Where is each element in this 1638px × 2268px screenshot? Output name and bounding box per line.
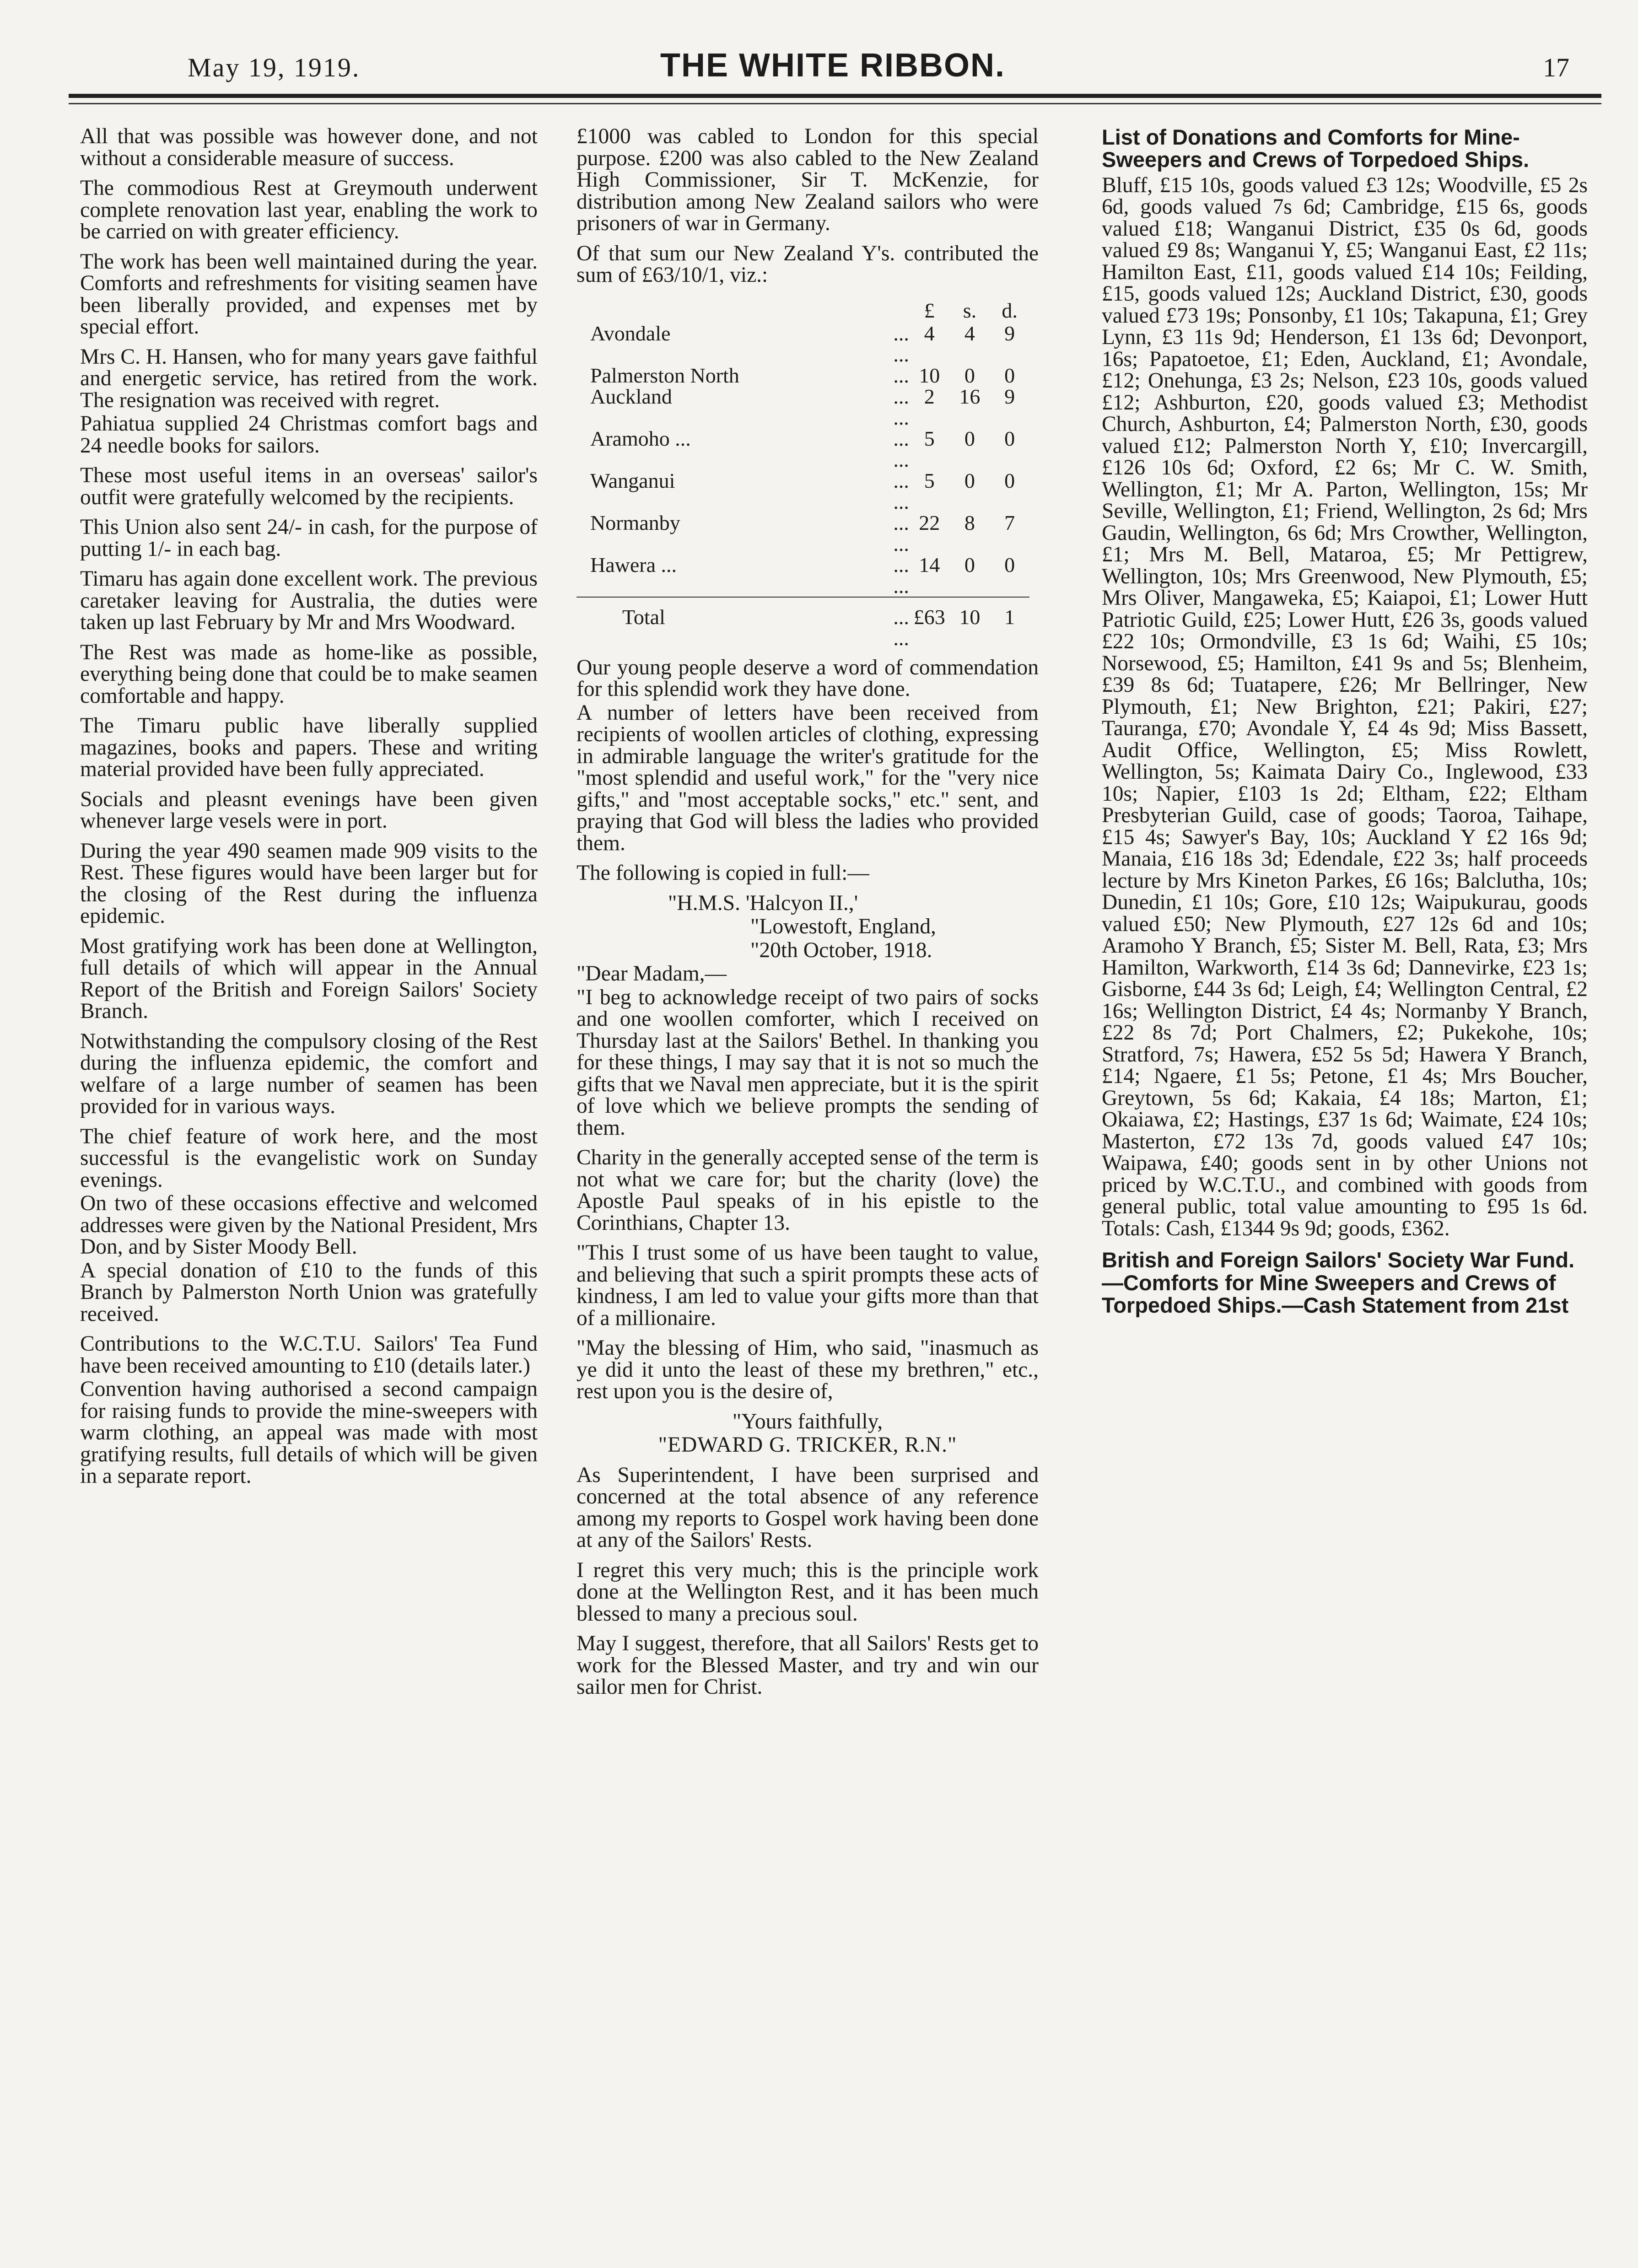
- contributions-table: [577, 300, 1029, 649]
- paragraph: The commodious Rest at Greymouth underwent complete renovation last year, enabling the work to be carried on with greater efficiency.: [80, 176, 538, 243]
- letter-salutation: "Dear Madam,—: [577, 962, 727, 986]
- letter-paragraph: "May the blessing of Him, who said, "inasmuch as ye did it unto the least of these my brethren," etc., rest upon you is the desire of,: [577, 1336, 1039, 1403]
- column-1: [80, 126, 538, 2222]
- col-header-pence: d.: [1002, 298, 1018, 322]
- paragraph: Contributions to the W.C.T.U. Sailors' Tea Fund have been received amounting to £10 (details later.): [80, 1332, 538, 1378]
- page-header: [69, 37, 1597, 96]
- table-row: Palmerston North ... 10 0 0: [590, 363, 1015, 387]
- paragraph: Socials and pleasnt evenings have been given whenever large vesels were in port.: [80, 787, 538, 833]
- paragraph: A special donation of £10 to the funds of this Branch by Palmerston North Union was gratefully received.: [80, 1258, 538, 1326]
- table-row: Normanby ... ... 22 8 7: [590, 511, 1015, 555]
- letter-address-date: "20th October, 1918.: [750, 938, 932, 962]
- paragraph: The Rest was made as home-like as possible, everything being done that could be to make seamen comfortable and happy.: [80, 640, 538, 708]
- column-3: [1102, 126, 1588, 2222]
- paragraph: The Timaru public have liberally supplied magazines, books and papers. These and writing material provided have been fully appreciated.: [80, 714, 538, 781]
- letter-address-place: "Lowestoft, England,: [750, 915, 936, 938]
- paragraph: Most gratifying work has been done at Wellington, full details of which will appear in the Annual Report of the British and Foreign Sailors' Society Branch.: [80, 934, 538, 1023]
- publication-title: THE WHITE RIBBON.: [660, 47, 1005, 84]
- paragraph: As Superintendent, I have been surprised and concerned at the total absence of any reference among my reports to Gospel work having been done at any of the Sailors' Rests.: [577, 1463, 1039, 1552]
- table-row: Hawera ... ... ... 14 0 0: [590, 553, 1015, 598]
- header-rule-thick: [69, 94, 1601, 98]
- paragraph: Convention having authorised a second campaign for raising funds to provide the mine-sweepers with warm clothing, an appeal was made with most gratifying results, full details of which will be given in a separate report.: [80, 1377, 538, 1488]
- paragraph: On two of these occasions effective and welcomed addresses were given by the National President, Mrs Don, and by Sister Moody Bell.: [80, 1191, 538, 1259]
- letter-closing: "Yours faithfully,: [732, 1409, 883, 1433]
- letter-address-ship: "H.M.S. 'Halcyon II.,': [668, 891, 858, 915]
- table-row: Wanganui ... ... 5 0 0: [590, 469, 1015, 513]
- table-row: Auckland ... ... 2 16 9: [590, 384, 1015, 429]
- paragraph: Mrs C. H. Hansen, who for many years gave faithful and energetic service, has retired from the work. The resignation was received with regret.: [80, 345, 538, 412]
- paragraph: Pahiatua supplied 24 Christmas comfort bags and 24 needle books for sailors.: [80, 412, 538, 458]
- paragraph: Timaru has again done excellent work. The previous caretaker leaving for Australia, the duties were taken up last February by Mr and Mrs Woodward.: [80, 567, 538, 634]
- paragraph: Of that sum our New Zealand Y's. contributed the sum of £63/10/1, viz.:: [577, 241, 1039, 287]
- paragraph: These most useful items in an overseas' sailor's outfit were gratefully welcomed by the recipients.: [80, 463, 538, 509]
- column-2: [577, 126, 1039, 2222]
- table-header-row: [577, 300, 1029, 323]
- col-header-pounds: £: [924, 298, 935, 322]
- table-row: Aramoho ... ... ... 5 0 0: [590, 426, 1015, 471]
- letter-signature: "EDWARD G. TRICKER, R.N.": [658, 1433, 957, 1457]
- letter-paragraph: "This I trust some of us have been taught to value, and believing that such a spirit prompts these acts of kindness, I am led to value your gifts more than that of a millionaire.: [577, 1241, 1039, 1330]
- letter-paragraph: Charity in the generally accepted sense of the term is not what we care for; but the charity (love) the Apostle Paul speaks of in his epistle to the Corinthians, Chapter 13.: [577, 1146, 1039, 1235]
- letter-paragraph: "I beg to acknowledge receipt of two pairs of socks and one woollen comforter, which I received on Thursday last at the Sailors' Bethel. In thanking you for these things, I may say that it is not so much the gifts that we Naval men appreciate, but it is the spirit of love which we believe prompts the sending of them.: [577, 985, 1039, 1140]
- section-heading-war-fund: British and Foreign Sailors' Society War Fund.—Comforts for Mine Sweepers and Crews of Torpedoed Ships.—Cash Statement from 21st: [1102, 1248, 1575, 1317]
- paragraph: Our young people deserve a word of commendation for this splendid work they have done.: [577, 655, 1039, 701]
- table-total-row: Total ... ... £63 10 1: [577, 597, 1029, 649]
- paragraph: During the year 490 seamen made 909 visits to the Rest. These figures would have been larger but for the closing of the Rest during the influenza epidemic.: [80, 839, 538, 928]
- paragraph: May I suggest, therefore, that all Sailors' Rests get to work for the Blessed Master, and try and win our sailor men for Christ.: [577, 1632, 1039, 1699]
- paragraph: This Union also sent 24/- in cash, for the purpose of putting 1/- in each bag.: [80, 515, 538, 561]
- paragraph: Notwithstanding the compulsory closing of the Rest during the influenza epidemic, the comfort and welfare of a large number of seamen has been provided for in various ways.: [80, 1029, 538, 1118]
- paragraph: The following is copied in full:—: [577, 861, 869, 885]
- section-heading-donations: List of Donations and Comforts for Mine-Sweepers and Crews of Torpedoed Ships.: [1102, 126, 1530, 172]
- paragraph: All that was possible was however done, and not without a considerable measure of success.: [80, 126, 538, 170]
- col-header-shillings: s.: [963, 298, 977, 322]
- paragraph: The work has been well maintained during the year. Comforts and refreshments for visiting seamen have been liberally provided, and expenses met by special effort.: [80, 249, 538, 339]
- table-row: Avondale ... ... 4 4 9: [590, 321, 1015, 366]
- paragraph: A number of letters have been received from recipients of woollen articles of clothing, expressing in admirable language the writer's gratitude for the "most splendid and useful work," for the "very nice gifts," and "most acceptable socks," etc." sent, and praying that God will bless the ladies who provided them.: [577, 700, 1039, 855]
- paragraph: The chief feature of work here, and the most successful is the evangelistic work on Sunday evenings.: [80, 1124, 538, 1192]
- paragraph: £1000 was cabled to London for this special purpose. £200 was also cabled to the New Zealand High Commissioner, Sir T. McKenzie, for distribution among New Zealand sailors who were prisoners of war in Germany.: [577, 126, 1039, 235]
- donations-list: Bluff, £15 10s, goods valued £3 12s; Woodville, £5 2s 6d, goods valued 7s 6d; Cambridge, £15 6s, goods valued £18; Wanganui District, £35 0s 6d, goods valued £9 8s; Wanganui Y, £5; Wanganui East, £2 11s; Hamilton East, £11, goods valued £14 10s; Feilding, £15, goods valued 12s; Auckland District, £30, goods valued £73 19s; Ponsonby, £1 10s; Takapuna, £1; Grey Lynn, £3 11s 9d; Henderson, £1 13s 6d; Devonport, 16s; Papatoetoe, £1; Eden, Auckland, £1; Avondale, £12; Onehunga, £3 2s; Nelson, £23 10s, goods valued £12; Ashburton, £20, goods valued £3; Methodist Church, Ashburton, £4; Palmerston North, £30, goods valued £12; Palmerston North Y, £10; Invercargill, £126 10s 6d; Oxford, £2 6s; Mr C. W. Smith, Wellington, £1; Mr A. Parton, Wellington, 15s; Mr Seville, Wellington, £1; Friend, Wellington, 2s 6d; Mrs Gaudin, Wellington, 6s 6d; Mrs Crowther, Wellington, £1; Mrs M. Bell, Mataroa, £5; Mr Pettigrew, Wellington, 10s; Mrs Greenwood, New Plymouth, £5; Mrs Oliver, Mangaweka, £5; Kaiapoi, £1; Lower Hutt Patriotic Guild, £25; Lower Hutt, £26 3s, goods valued £22 10s; Ormondville, £3 1s 6d; Waihi, £5 10s; Norsewood, £5; Hamilton, £41 9s and 5s; Blenheim, £39 8s 6d; Tuatapere, £26; Mr Bellringer, New Plymouth, £1; New Brighton, £21; Pakiri, £27; Tauranga, £70; Avondale Y, £4 4s 9d; Miss Bassett, Audit Office, Wellington, £5; Miss Rowlett, Wellington, 5s; Kaimata Dairy Co., Inglewood, £33 10s; Napier, £103 1s 2d; Eltham, £22; Eltham Presbyterian Guild, case of goods; Taoroa, Taihape, £15 4s; Sawyer's Bay, 10s; Auckland Y £2 16s 9d; Manaia, £16 18s 3d; Edendale, £22 3s; half proceeds lecture by Mrs Kineton Parkes, £6 16s; Balclutha, 10s; Dunedin, £1 10s; Gore, £10 12s; Waipukurau, goods valued £50; New Plymouth, £27 12s 6d and 10s; Aramoho Y Branch, £5; Sister M. Bell, Rata, £3; Mrs Hamilton, Warkworth, £14 3s 6d; Dannevirke, £23 1s; Gisborne, £44 3s 6d; Leigh, £4; Wellington Central, £2 16s; Wellington District, £4 4s; Normanby Y Branch, £22 8s 7d; Port Chalmers, £2; Pukekohe, 10s; Stratford, 7s; Hawera, £52 5s 5d; Hawera Y Branch, £14; Ngaere, £1 5s; Petone, £1 4s; Mrs Boucher, Greytown, 5s 6d; Kakaia, £4 18s; Marton, £1; Okaiawa, £2; Hastings, £37 1s 6d; Waimate, £24 10s; Masterton, £72 13s 7d, goods valued £47 10s; Waipawa, £40; goods sent in by other Unions not priced by W.C.T.U., and combined with goods from general public, total value amounting to £95 1s 6d. Totals: Cash, £1344 9s 9d; goods, £362.: [1102, 173, 1588, 1240]
- page-number: 17: [1543, 53, 1569, 82]
- header-rule-thin: [69, 103, 1601, 104]
- issue-date: May 19, 1919.: [188, 53, 361, 82]
- paragraph: I regret this very much; this is the principle work done at the Wellington Rest, and it has been much blessed to many a precious soul.: [577, 1558, 1039, 1626]
